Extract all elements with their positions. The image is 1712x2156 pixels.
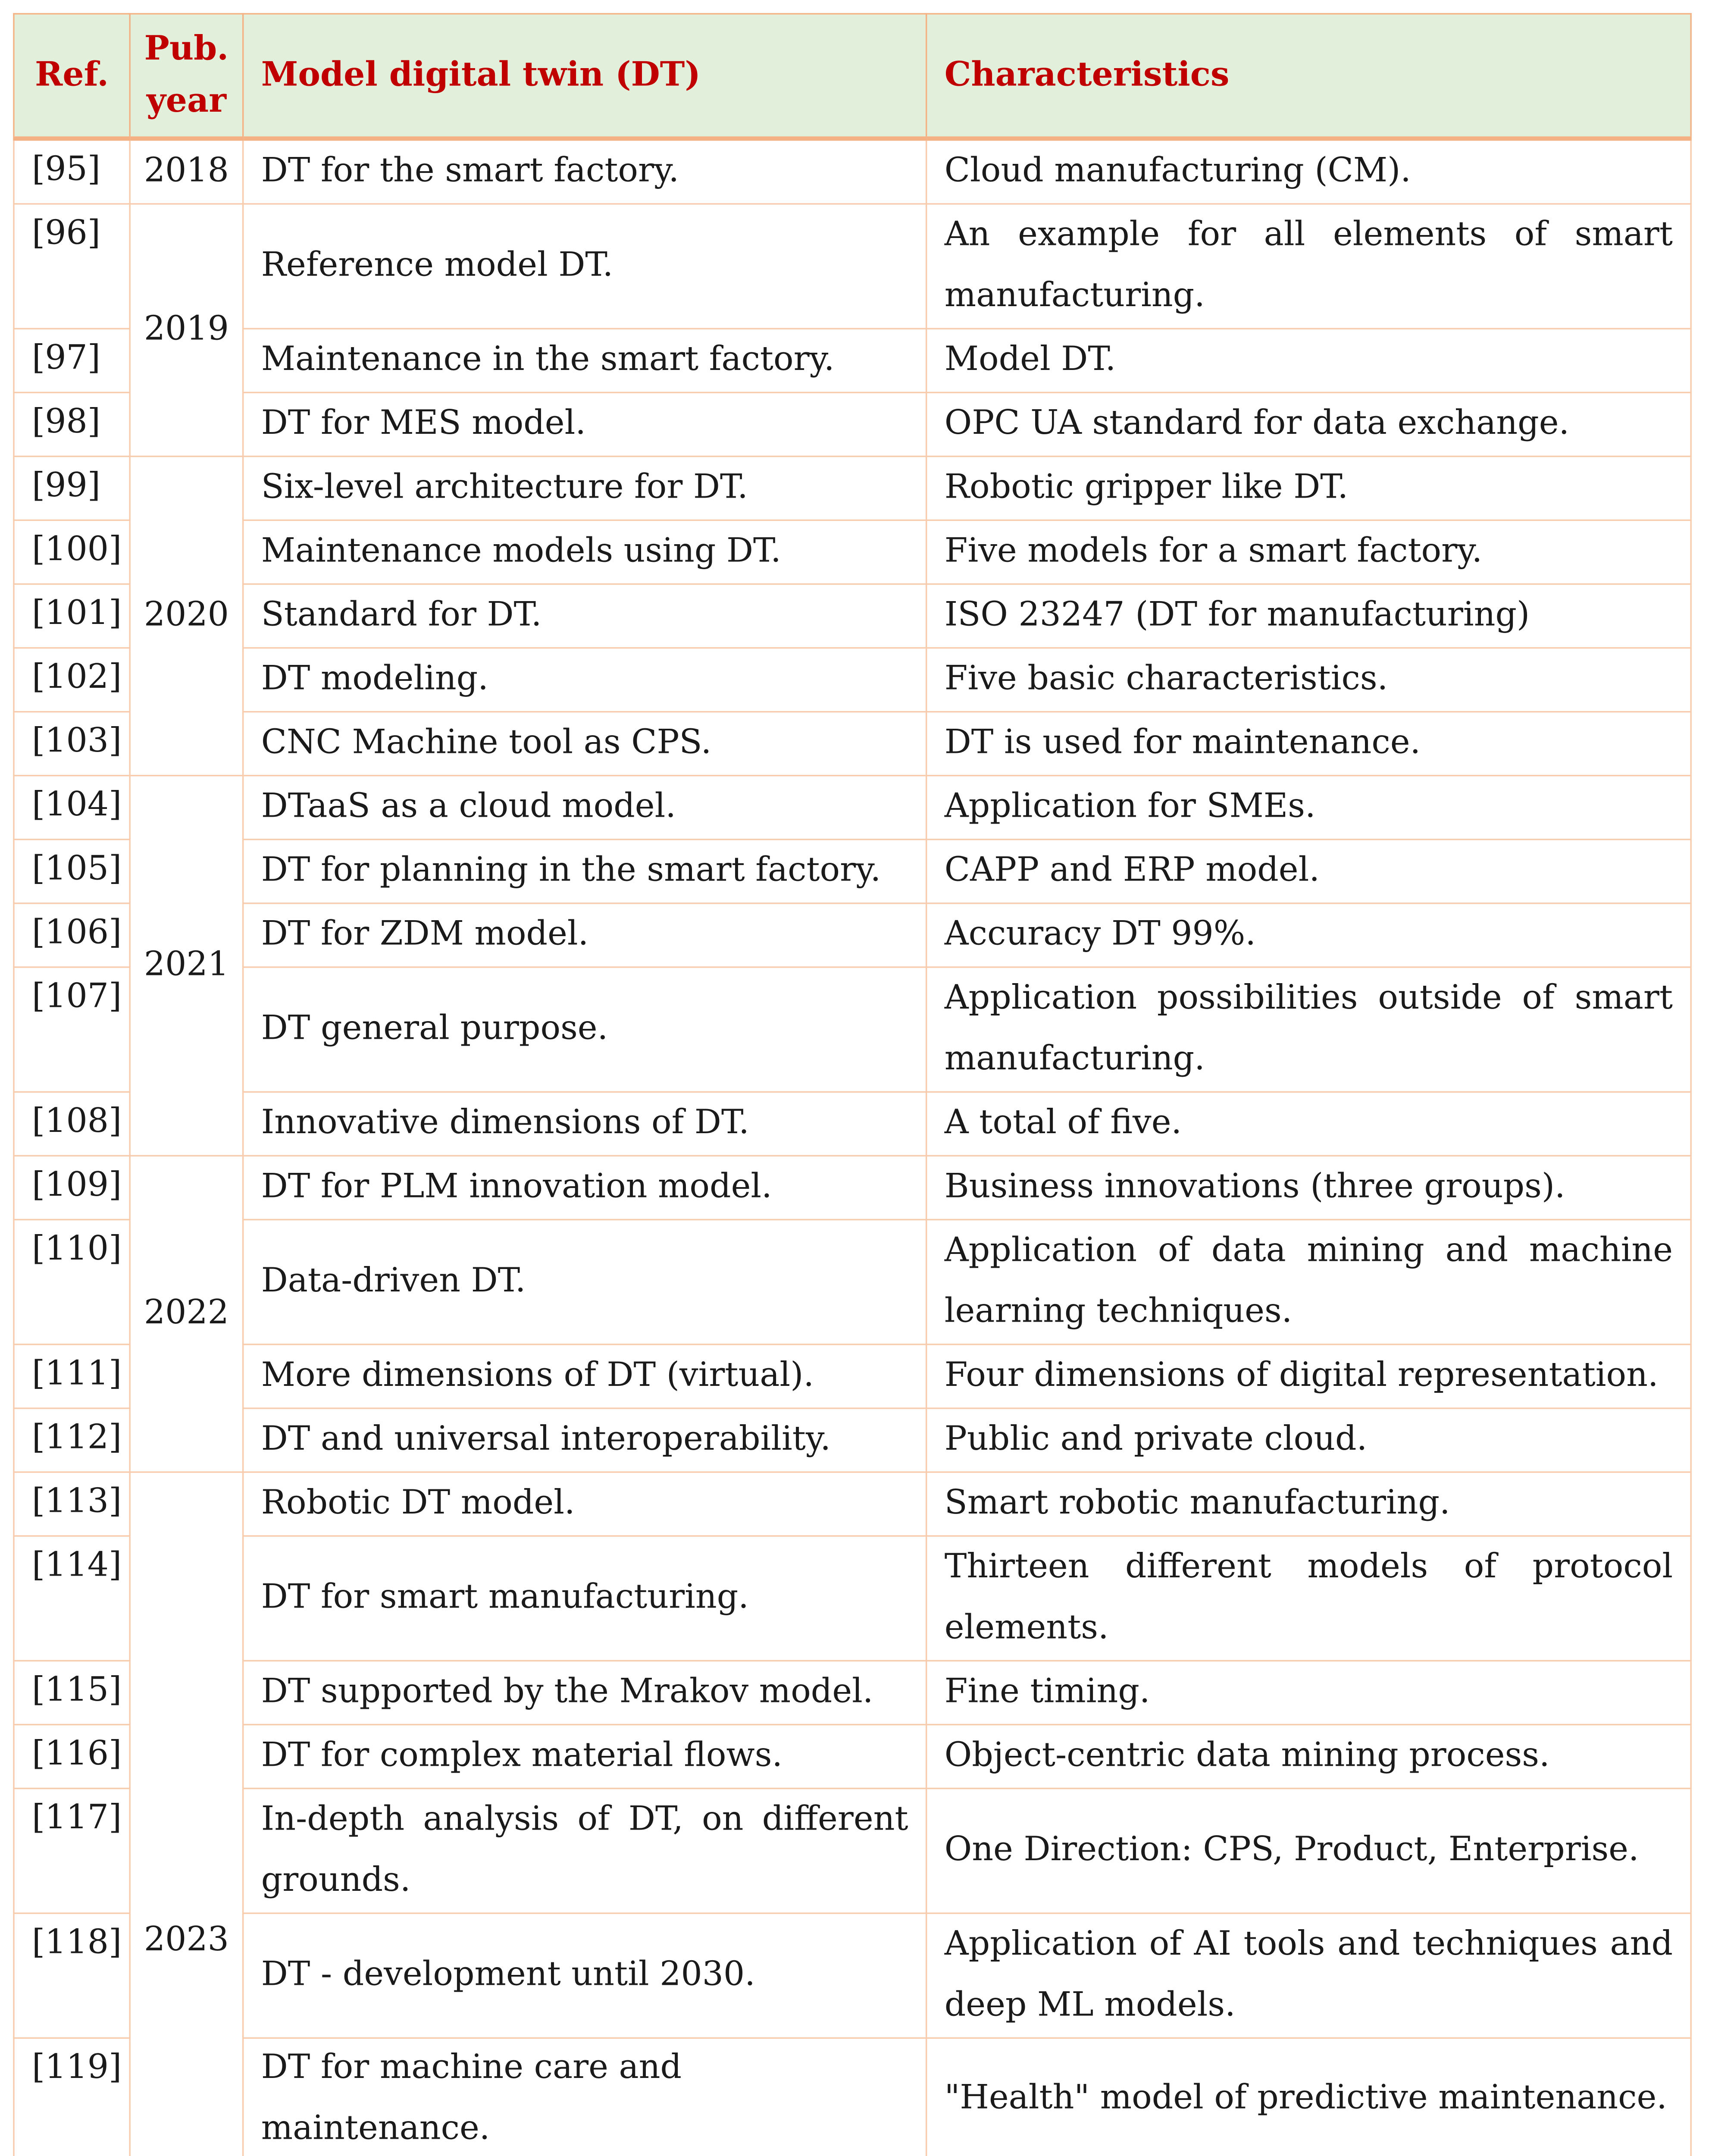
characteristics-cell: Accuracy DT 99%. <box>926 903 1691 967</box>
model-cell: Six-level architecture for DT. <box>243 456 926 520</box>
table-row <box>14 1219 1691 1344</box>
ref-cell: [102] <box>14 648 130 712</box>
ref-cell: [109] <box>14 1156 130 1219</box>
table-header-row <box>14 14 1691 138</box>
ref-cell: [105] <box>14 840 130 903</box>
model-cell: Maintenance in the smart factory. <box>243 329 926 392</box>
ref-cell: [103] <box>14 712 130 776</box>
model-cell: DT and universal interoperability. <box>243 1408 926 1472</box>
year-cell: 2019 <box>130 204 243 457</box>
ref-cell: [117] <box>14 1789 130 1913</box>
table-row <box>14 1913 1691 2038</box>
ref-cell: [99] <box>14 456 130 520</box>
header-year: Pub. year <box>130 14 243 138</box>
table-row <box>14 392 1691 456</box>
model-cell: DT for the smart factory. <box>243 138 926 204</box>
table-row <box>14 903 1691 967</box>
model-cell: DT for complex material flows. <box>243 1725 926 1789</box>
model-cell: In-depth analysis of DT, on different grounds. <box>243 1789 926 1913</box>
year-cell: 2022 <box>130 1156 243 1472</box>
characteristics-cell: One Direction: CPS, Product, Enterprise. <box>926 1789 1691 1913</box>
characteristics-cell: CAPP and ERP model. <box>926 840 1691 903</box>
table-row <box>14 712 1691 776</box>
table-row <box>14 329 1691 392</box>
ref-cell: [106] <box>14 903 130 967</box>
year-cell: 2021 <box>130 776 243 1156</box>
model-cell: Maintenance models using DT. <box>243 520 926 584</box>
model-cell: DT for MES model. <box>243 392 926 456</box>
characteristics-cell: Thirteen different models of protocol elements. <box>926 1536 1691 1661</box>
header-ref: Ref. <box>14 14 130 138</box>
characteristics-cell: DT is used for maintenance. <box>926 712 1691 776</box>
characteristics-cell: Five basic characteristics. <box>926 648 1691 712</box>
model-cell: DT for planning in the smart factory. <box>243 840 926 903</box>
ref-cell: [96] <box>14 204 130 329</box>
ref-cell: [108] <box>14 1092 130 1156</box>
model-cell: Reference model DT. <box>243 204 926 329</box>
model-cell: Robotic DT model. <box>243 1472 926 1536</box>
table-row <box>14 204 1691 329</box>
characteristics-cell: Public and private cloud. <box>926 1408 1691 1472</box>
ref-cell: [113] <box>14 1472 130 1536</box>
characteristics-cell: Fine timing. <box>926 1661 1691 1724</box>
ref-cell: [95] <box>14 138 130 204</box>
table-row <box>14 1725 1691 1789</box>
characteristics-cell: ISO 23247 (DT for manufacturing) <box>926 584 1691 648</box>
table-row <box>14 967 1691 1092</box>
table-row <box>14 840 1691 903</box>
model-cell: DT general purpose. <box>243 967 926 1092</box>
characteristics-cell: An example for all elements of smart manufacturing. <box>926 204 1691 329</box>
characteristics-cell: OPC UA standard for data exchange. <box>926 392 1691 456</box>
table-row <box>14 138 1691 204</box>
ref-cell: [110] <box>14 1219 130 1344</box>
year-cell: 2018 <box>130 138 243 204</box>
model-cell: DT - development until 2030. <box>243 1913 926 2038</box>
ref-cell: [118] <box>14 1913 130 2038</box>
table-row <box>14 1472 1691 1536</box>
characteristics-cell: "Health" model of predictive maintenance. <box>926 2038 1691 2156</box>
model-cell: DT for ZDM model. <box>243 903 926 967</box>
characteristics-cell: Business innovations (three groups). <box>926 1156 1691 1219</box>
year-cell: 2020 <box>130 456 243 775</box>
characteristics-cell: Robotic gripper like DT. <box>926 456 1691 520</box>
ref-cell: [107] <box>14 967 130 1092</box>
ref-cell: [116] <box>14 1725 130 1789</box>
characteristics-cell: Application of data mining and machine learning techniques. <box>926 1219 1691 1344</box>
characteristics-cell: Four dimensions of digital representation. <box>926 1344 1691 1408</box>
table-row <box>14 1536 1691 1661</box>
table-row <box>14 1344 1691 1408</box>
characteristics-cell: Cloud manufacturing (CM). <box>926 138 1691 204</box>
table-row <box>14 776 1691 840</box>
header-characteristics: Characteristics <box>926 14 1691 138</box>
ref-cell: [111] <box>14 1344 130 1408</box>
characteristics-cell: Application possibilities outside of smart manufacturing. <box>926 967 1691 1092</box>
characteristics-cell: Application of AI tools and techniques and deep ML models. <box>926 1913 1691 2038</box>
ref-cell: [115] <box>14 1661 130 1724</box>
ref-cell: [98] <box>14 392 130 456</box>
characteristics-cell: Five models for a smart factory. <box>926 520 1691 584</box>
ref-cell: [114] <box>14 1536 130 1661</box>
table-row <box>14 1156 1691 1219</box>
model-cell: Data-driven DT. <box>243 1219 926 1344</box>
ref-cell: [100] <box>14 520 130 584</box>
characteristics-cell: Smart robotic manufacturing. <box>926 1472 1691 1536</box>
model-cell: DT supported by the Mrakov model. <box>243 1661 926 1724</box>
dt-models-table <box>13 13 1692 2156</box>
model-cell: CNC Machine tool as CPS. <box>243 712 926 776</box>
model-cell: DT for machine care and maintenance. <box>243 2038 926 2156</box>
model-cell: DT modeling. <box>243 648 926 712</box>
model-cell: More dimensions of DT (virtual). <box>243 1344 926 1408</box>
characteristics-cell: A total of five. <box>926 1092 1691 1156</box>
ref-cell: [101] <box>14 584 130 648</box>
ref-cell: [104] <box>14 776 130 840</box>
model-cell: Innovative dimensions of DT. <box>243 1092 926 1156</box>
model-cell: Standard for DT. <box>243 584 926 648</box>
table-row <box>14 1789 1691 1913</box>
table-row <box>14 1092 1691 1156</box>
ref-cell: [97] <box>14 329 130 392</box>
table-row <box>14 1408 1691 1472</box>
year-cell: 2023 <box>130 1472 243 2156</box>
table-row <box>14 648 1691 712</box>
characteristics-cell: Model DT. <box>926 329 1691 392</box>
header-model: Model digital twin (DT) <box>243 14 926 138</box>
model-cell: DT for smart manufacturing. <box>243 1536 926 1661</box>
ref-cell: [112] <box>14 1408 130 1472</box>
table-row <box>14 584 1691 648</box>
characteristics-cell: Object-centric data mining process. <box>926 1725 1691 1789</box>
model-cell: DTaaS as a cloud model. <box>243 776 926 840</box>
table-row <box>14 456 1691 520</box>
table-row <box>14 2038 1691 2156</box>
characteristics-cell: Application for SMEs. <box>926 776 1691 840</box>
table-row <box>14 520 1691 584</box>
table-row <box>14 1661 1691 1724</box>
ref-cell: [119] <box>14 2038 130 2156</box>
model-cell: DT for PLM innovation model. <box>243 1156 926 1219</box>
